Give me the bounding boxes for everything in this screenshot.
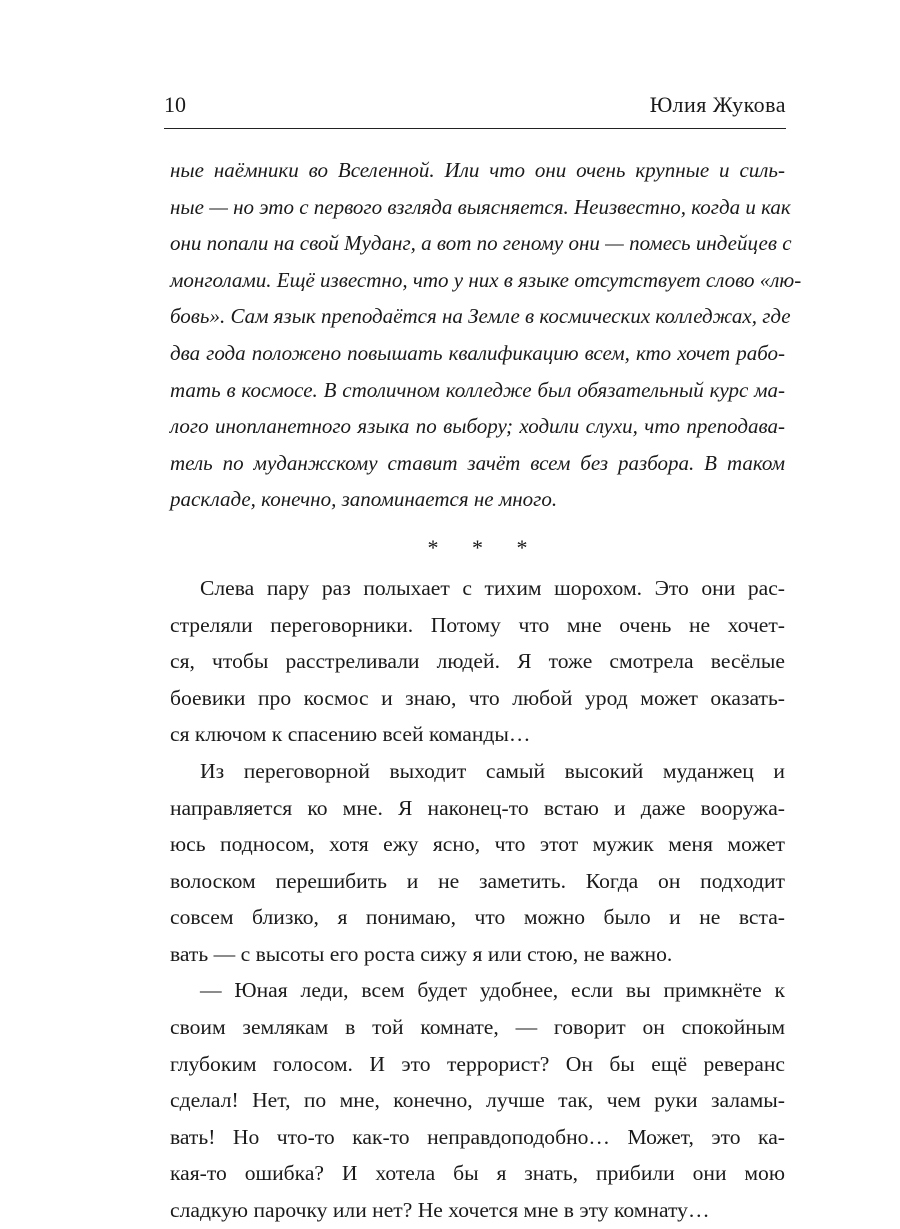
text-line: юсь подносом, хотя ежу ясно, что этот мужик меня может xyxy=(170,832,785,857)
text-line: совсем близко, я понимаю, что можно было и не вста- xyxy=(170,905,785,930)
page-number: 10 xyxy=(164,92,186,117)
text-line: монголами. Ещё известно, что у них в языке отсутствует слово «лю- xyxy=(170,267,802,292)
text-line: раскладе, конечно, запоминается не много. xyxy=(170,487,558,512)
text-line: глубоким голосом. И это террорист? Он бы ещё реверанс xyxy=(170,1051,785,1076)
text-line: кая-то ошибка? И хотела бы я знать, прибили они мою xyxy=(170,1161,785,1186)
text-line: два года положено повышать квалификацию всем, кто хочет рабо- xyxy=(170,340,785,365)
text-line: ся ключом к спасению всей команды… xyxy=(170,722,531,747)
text-line: вать! Но что-то как-то неправдоподобно… Может, это ка- xyxy=(170,1124,785,1149)
text-line: Из переговорной выходит самый высокий муданжец и xyxy=(200,758,785,783)
text-line: бовь». Сам язык преподаётся на Земле в космических колледжах, где xyxy=(170,304,791,329)
text-line: сладкую парочку или нет? Не хочется мне в эту комнату… xyxy=(170,1198,710,1223)
paragraph-1 xyxy=(170,570,785,753)
text-line: ные — но это с первого взгляда выясняется. Неизвестно, когда и как xyxy=(170,194,791,219)
text-line: боевики про космос и знаю, что любой урод может оказать- xyxy=(170,685,785,710)
text-line: ся, чтобы расстреливали людей. Я тоже смотрела весёлые xyxy=(170,649,785,674)
text-line: они попали на свой Муданг, а вот по геному они — помесь индейцев с xyxy=(170,231,792,256)
text-line: — Юная леди, всем будет удобнее, если вы примкнёте к xyxy=(200,978,785,1003)
text-line: тель по муданжскому ставит зачёт всем без разбора. В таком xyxy=(170,450,785,475)
paragraph-2 xyxy=(170,753,785,973)
text-line: направляется ко мне. Я наконец-то встаю и даже вооружа- xyxy=(170,795,785,820)
text-line: ные наёмники во Вселенной. Или что они очень крупные и силь- xyxy=(170,158,785,182)
text-line: своим землякам в той комнате, — говорит он спокойным xyxy=(170,1015,785,1040)
running-header xyxy=(164,92,786,128)
text-line: вать — с высоты его роста сижу я или стою, не важно. xyxy=(170,941,673,966)
text-line: сделал! Нет, по мне, конечно, лучше так, чем руки заламы- xyxy=(170,1088,785,1113)
paragraph-3 xyxy=(170,972,785,1228)
running-title-author: Юлия Жукова xyxy=(649,92,786,117)
italic-passage xyxy=(170,152,802,518)
page-body xyxy=(170,152,802,1229)
text-line: тать в космосе. В столичном колледже был обязательный курс ма- xyxy=(170,377,785,402)
text-line: волоском перешибить и не заметить. Когда он подходит xyxy=(170,868,785,893)
text-line: лого инопланетного языка по выбору; ходили слухи, что преподава- xyxy=(170,414,785,439)
text-line: Слева пару раз полыхает с тихим шорохом. Это они рас- xyxy=(200,575,785,600)
text-line: стреляли переговорники. Потому что мне очень не хочет- xyxy=(170,612,785,637)
section-separator: * * * xyxy=(427,534,542,560)
header-rule xyxy=(164,128,786,129)
